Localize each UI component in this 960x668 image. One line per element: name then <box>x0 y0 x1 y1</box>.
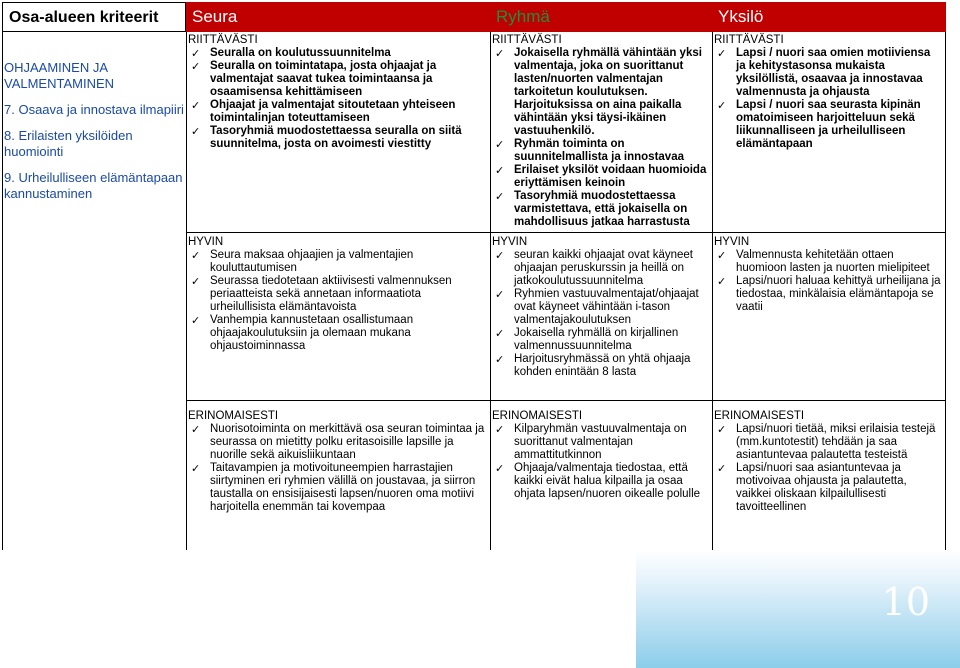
criteria-item: 8. Erilaisten yksilöiden huomiointi <box>4 128 133 159</box>
criteria-list <box>2 60 188 212</box>
ryhma-hyvin <box>492 236 708 379</box>
header-criteria: Osa-alueen kriteerit <box>2 2 186 32</box>
list-item: ✓ Ohjaaja/valmentaja tiedostaa, että kaikki eivät halua kilpailla ja osaa ohjata lapsen/nuoren oikealle polulle <box>492 462 708 501</box>
header-seura: Seura <box>186 2 490 32</box>
list-item: ✓ Lapsi/nuori tietää, miksi erilaisia testejä (mm.kuntotestit) tehdään ja saa asiantuntevaa palautetta testeistä <box>714 423 942 462</box>
list-item: ✓ Kilparyhmän vastuuvalmentaja on suorittanut valmentajan ammattitutkinnon <box>492 423 708 462</box>
criteria-table <box>2 2 946 550</box>
criteria-heading: OHJAAMINEN JA VALMENTAMINEN <box>4 60 115 91</box>
criteria-item: 9. Urheilulliseen elämäntapaan kannustaminen <box>4 170 183 201</box>
seura-riittavasti <box>188 34 478 151</box>
list-item: ✓ Tasoryhmiä muodostettaessa seuralla on siitä suunnitelma, josta on avoimesti viestitty <box>188 125 478 151</box>
ryhma-erinomaisesti <box>492 410 708 501</box>
level-label: ERINOMAISESTI <box>492 410 583 422</box>
grid-line <box>186 400 946 401</box>
list-item: ✓ Lapsi / nuori saa omien motiiviensa ja kehitystasonsa mukaista yksilöllistä, osaavaa ja innostavaa valmennusta ja ohjausta <box>714 47 942 99</box>
level-label: RIITTÄVÄSTI <box>714 34 784 46</box>
list-item: ✓ Ohjaajat ja valmentajat sitoutetaan yhteiseen toimintalinjan toteuttamiseen <box>188 99 478 125</box>
grid-line <box>712 32 713 550</box>
header-ryhma: Ryhmä <box>490 2 712 32</box>
grid-line <box>490 32 491 550</box>
grid-line <box>945 32 946 550</box>
list-item: ✓ Taitavampien ja motivoituneempien harrastajien siirtyminen eri ryhmien välillä on joustavaa, ja siirron taustalla on ensisijaisesti lapsen/nuoren oma motiivi harjoitella enemmän tai kovempaa <box>188 462 486 514</box>
list-item: ✓ Jokaisella ryhmällä vähintään yksi valmentaja, joka on suorittanut lasten/nuorten valmentajan tarkoitetun koulutuksen. Harjoituksissa on aina paikalla vähintään yksi täysi-ikäinen vastuuhenkilö. <box>492 47 708 138</box>
list-item: ✓ Tasoryhmiä muodostettaessa varmistettava, että jokaisella on mahdollisuus jatkaa harrastusta <box>492 190 708 229</box>
list-item: ✓ Seura maksaa ohjaajien ja valmentajien kouluttautumisen <box>188 249 478 275</box>
level-label: ERINOMAISESTI <box>714 410 805 422</box>
page-number: 10 <box>881 580 930 624</box>
list-item: ✓ Lapsi / nuori saa seurasta kipinän omatoimiseen harjoitteluun sekä liikunnalliseen ja urheilulliseen elämäntapaan <box>714 99 942 151</box>
header-yksilo: Yksilö <box>712 2 946 32</box>
level-label: RIITTÄVÄSTI <box>188 34 258 46</box>
level-label: ERINOMAISESTI <box>188 410 279 422</box>
yksilo-riittavasti <box>714 34 942 151</box>
list-item: ✓ seuran kaikki ohjaajat ovat käyneet ohjaajan peruskurssin ja heillä on jatkokoulutussuunnitelma <box>492 249 708 288</box>
list-item: ✓ Vanhempia kannustetaan osallistumaan ohjaajakoulutuksiin ja olemaan mukana ohjaustoiminnassa <box>188 314 478 353</box>
yksilo-hyvin <box>714 236 942 314</box>
seura-hyvin <box>188 236 478 353</box>
level-label: HYVIN <box>714 236 750 248</box>
level-label: RIITTÄVÄSTI <box>492 34 562 46</box>
yksilo-erinomaisesti <box>714 410 942 514</box>
list-item: ✓ Seuralla on koulutussuunnitelma <box>188 47 478 60</box>
list-item: ✓ Lapsi/nuori saa asiantuntevaa ja motivoivaa ohjausta ja palautetta, vaikkei oliskaan kilpailullisesti tavoitteellinen <box>714 462 942 514</box>
list-item: ✓ Ryhmien vastuuvalmentajat/ohjaajat ovat käyneet vähintään i-tason valmentajakoulutuksen <box>492 288 708 327</box>
list-item: ✓ Ryhmän toiminta on suunnitelmallista ja innostavaa <box>492 138 708 164</box>
list-item: ✓ Harjoitusryhmässä on yhtä ohjaaja kohden enintään 8 lasta <box>492 353 708 379</box>
level-label: HYVIN <box>492 236 528 248</box>
level-label: HYVIN <box>188 236 224 248</box>
list-item: ✓ Seuralla on toimintatapa, josta ohjaajat ja valmentajat saavat tukea toimintaansa ja osaamisensa kehittämiseen <box>188 60 478 99</box>
list-item: ✓ Seurassa tiedotetaan aktiivisesti valmennuksen periaatteista sekä annetaan informaatiota urheilullisista elämäntavoista <box>188 275 478 314</box>
grid-line <box>186 232 946 233</box>
list-item: ✓ Jokaisella ryhmällä on kirjallinen valmennussuunnitelma <box>492 327 708 353</box>
criteria-item: 7. Osaava ja innostava ilmapiiri <box>4 102 184 117</box>
list-item: ✓ Valmennusta kehitetään ottaen huomioon lasten ja nuorten mielipiteet <box>714 249 942 275</box>
ryhma-riittavasti <box>492 34 708 229</box>
list-item: ✓ Lapsi/nuori haluaa kehittyä urheilijana ja tiedostaa, minkälaisia elämäntapoja se vaatii <box>714 275 942 314</box>
list-item: ✓ Erilaiset yksilöt voidaan huomioida eriyttämisen keinoin <box>492 164 708 190</box>
seura-erinomaisesti <box>188 410 486 514</box>
list-item: ✓ Nuorisotoiminta on merkittävä osa seuran toimintaa ja seurassa on mietitty polku eritasoisille lapsille ja nuorille sekä aikuisliikuntaan <box>188 423 486 462</box>
